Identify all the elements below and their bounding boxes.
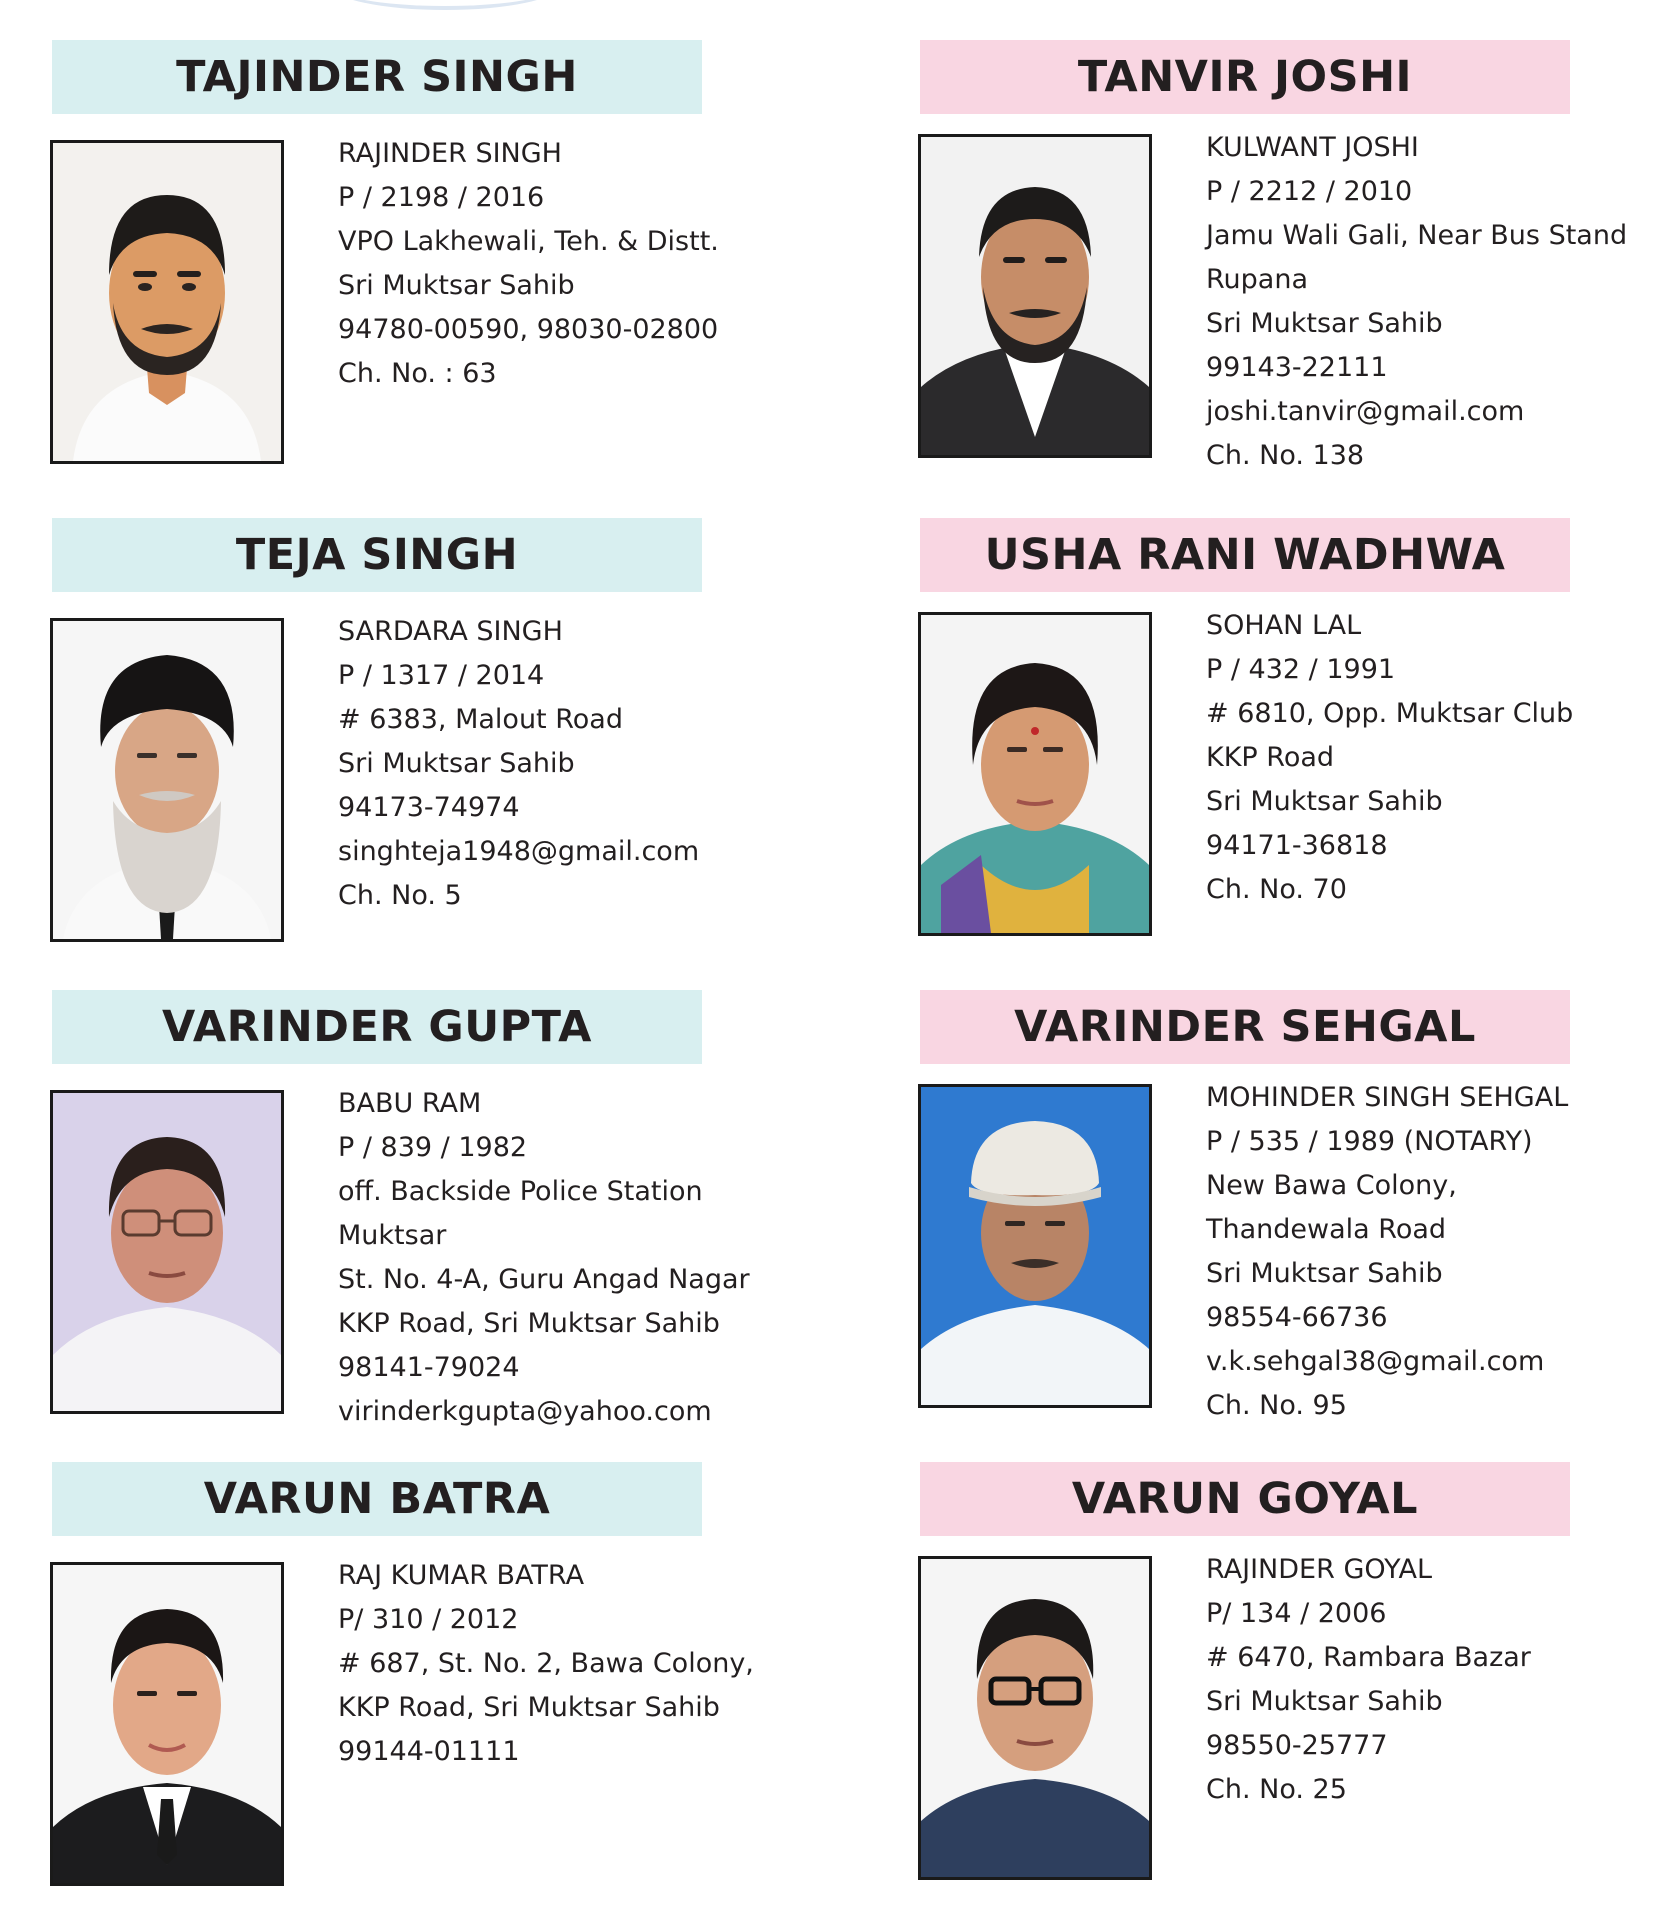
phone-numbers: 98550-25777 <box>1206 1730 1388 1761</box>
chamber-number: Ch. No. 95 <box>1206 1390 1347 1421</box>
member-details <box>338 132 808 396</box>
member-photo <box>918 134 1152 458</box>
address-line: # 6383, Malout Road <box>338 704 623 735</box>
portrait-man-glasses-icon <box>53 1093 281 1411</box>
member-details <box>338 610 808 918</box>
enrollment-number: P / 2198 / 2016 <box>338 182 545 213</box>
chamber-number: Ch. No. 25 <box>1206 1774 1347 1805</box>
address-line: Sri Muktsar Sahib <box>1206 1258 1443 1289</box>
member-details <box>338 1082 808 1434</box>
father-name: KULWANT JOSHI <box>1206 132 1419 163</box>
enrollment-number: P/ 310 / 2012 <box>338 1604 519 1635</box>
member-name-banner: VARINDER GUPTA <box>52 990 702 1064</box>
address-line: VPO Lakhewali, Teh. & Distt. <box>338 226 719 257</box>
member-details <box>1206 1548 1671 1812</box>
portrait-man-turban-icon <box>53 621 281 939</box>
father-name: SOHAN LAL <box>1206 610 1362 641</box>
address-line: KKP Road, Sri Muktsar Sahib <box>338 1692 720 1723</box>
member-photo <box>50 618 284 942</box>
phone-numbers: 94173-74974 <box>338 792 520 823</box>
father-name: BABU RAM <box>338 1088 482 1119</box>
phone-numbers: 99144-01111 <box>338 1736 520 1767</box>
member-name-banner: VARINDER SEHGAL <box>920 990 1570 1064</box>
member-photo <box>918 1556 1152 1880</box>
member-name-banner: VARUN BATRA <box>52 1462 702 1536</box>
address-line: Sri Muktsar Sahib <box>338 270 575 301</box>
enrollment-number: P / 2212 / 2010 <box>1206 176 1413 207</box>
phone-numbers: 94780-00590, 98030-02800 <box>338 314 719 345</box>
member-name-banner: TAJINDER SINGH <box>52 40 702 114</box>
email-address: v.k.sehgal38@gmail.com <box>1206 1346 1545 1377</box>
member-details <box>1206 604 1671 912</box>
phone-numbers: 98554-66736 <box>1206 1302 1388 1333</box>
member-card-tanvir-joshi <box>920 40 1671 490</box>
member-photo <box>50 140 284 464</box>
member-card-varun-goyal <box>920 1462 1671 1912</box>
email-address: singhteja1948@gmail.com <box>338 836 700 867</box>
chamber-number: Ch. No. 138 <box>1206 440 1365 471</box>
enrollment-number: P / 432 / 1991 <box>1206 654 1396 685</box>
address-line: Thandewala Road <box>1206 1214 1447 1245</box>
member-name-banner: USHA RANI WADHWA <box>920 518 1570 592</box>
address-line: off. Backside Police Station <box>338 1176 703 1207</box>
member-card-tajinder-singh <box>52 40 812 490</box>
member-name-banner: TEJA SINGH <box>52 518 702 592</box>
email-address: virinderkgupta@yahoo.com <box>338 1396 712 1427</box>
member-card-varinder-gupta <box>52 990 812 1440</box>
decorative-arc <box>330 0 560 10</box>
phone-numbers: 98141-79024 <box>338 1352 520 1383</box>
address-line: New Bawa Colony, <box>1206 1170 1457 1201</box>
member-details <box>1206 1076 1671 1428</box>
address-line: Sri Muktsar Sahib <box>338 748 575 779</box>
address-line: # 687, St. No. 2, Bawa Colony, <box>338 1648 754 1679</box>
address-line: Rupana <box>1206 264 1309 295</box>
member-card-varinder-sehgal <box>920 990 1671 1440</box>
father-name: SARDARA SINGH <box>338 616 563 647</box>
member-photo <box>50 1562 284 1886</box>
member-details <box>1206 126 1671 478</box>
portrait-woman-icon <box>921 615 1149 933</box>
member-photo <box>918 612 1152 936</box>
chamber-number: Ch. No. 5 <box>338 880 462 911</box>
address-line: St. No. 4-A, Guru Angad Nagar <box>338 1264 750 1295</box>
father-name: RAJINDER GOYAL <box>1206 1554 1433 1585</box>
member-photo <box>50 1090 284 1414</box>
father-name: MOHINDER SINGH SEHGAL <box>1206 1082 1569 1113</box>
father-name: RAJINDER SINGH <box>338 138 562 169</box>
address-line: Muktsar <box>338 1220 447 1251</box>
portrait-man-beard-icon <box>53 143 281 461</box>
address-line: KKP Road <box>1206 742 1335 773</box>
address-line: KKP Road, Sri Muktsar Sahib <box>338 1308 720 1339</box>
phone-numbers: 99143-22111 <box>1206 352 1388 383</box>
enrollment-number: P / 839 / 1982 <box>338 1132 528 1163</box>
chamber-number: Ch. No. : 63 <box>338 358 497 389</box>
address-line: # 6470, Rambara Bazar <box>1206 1642 1531 1673</box>
enrollment-number: P / 1317 / 2014 <box>338 660 545 691</box>
member-card-usha-rani-wadhwa <box>920 518 1671 968</box>
enrollment-number: P / 535 / 1989 (NOTARY) <box>1206 1126 1533 1157</box>
portrait-man-specs-jacket-icon <box>921 1559 1149 1877</box>
member-card-varun-batra <box>52 1462 812 1912</box>
address-line: Sri Muktsar Sahib <box>1206 1686 1443 1717</box>
email-address: joshi.tanvir@gmail.com <box>1206 396 1525 427</box>
phone-numbers: 94171-36818 <box>1206 830 1388 861</box>
portrait-young-man-suit-icon <box>53 1565 281 1883</box>
father-name: RAJ KUMAR BATRA <box>338 1560 585 1591</box>
address-line: Jamu Wali Gali, Near Bus Stand <box>1206 220 1628 251</box>
chamber-number: Ch. No. 70 <box>1206 874 1347 905</box>
address-line: Sri Muktsar Sahib <box>1206 308 1443 339</box>
member-name-banner: TANVIR JOSHI <box>920 40 1570 114</box>
portrait-man-cap-icon <box>921 1087 1149 1405</box>
member-card-teja-singh <box>52 518 812 968</box>
portrait-man-suit-icon <box>921 137 1149 455</box>
address-line: Sri Muktsar Sahib <box>1206 786 1443 817</box>
member-photo <box>918 1084 1152 1408</box>
address-line: # 6810, Opp. Muktsar Club <box>1206 698 1574 729</box>
member-name-banner: VARUN GOYAL <box>920 1462 1570 1536</box>
member-details <box>338 1554 808 1774</box>
enrollment-number: P/ 134 / 2006 <box>1206 1598 1387 1629</box>
